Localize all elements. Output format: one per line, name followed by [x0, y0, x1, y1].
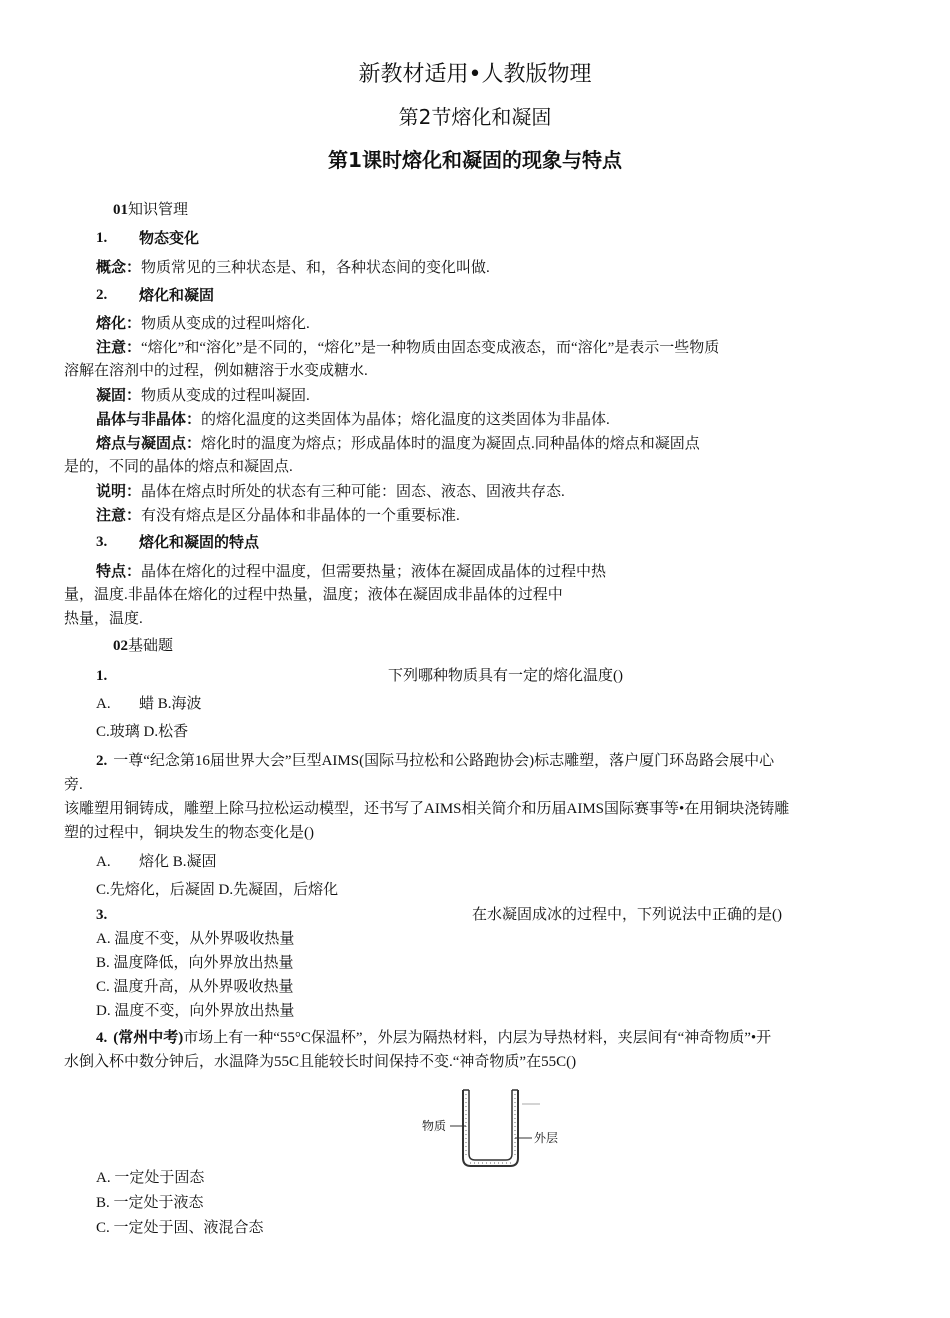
freezing-line — [96, 385, 310, 406]
concept-text: 物质常见的三种状态是、和，各种状态间的变化叫做. — [141, 260, 490, 276]
q4-text1: 市场上有一种“55°C保温杯”，外层为隔热材料，内层为导热材料，夹层间有“神奇物质”•开 — [183, 1030, 772, 1046]
section-title: 第2节熔化和凝固 — [398, 105, 552, 129]
melting-text: 物质从变成的过程叫熔化. — [141, 316, 310, 332]
knowledge-heading-text: 知识管理 — [128, 202, 189, 218]
q4-option-c: C. 一定处于固、液混合态 — [96, 1220, 264, 1236]
q4-option-b: B. 一定处于液态 — [96, 1195, 204, 1211]
concept-line — [96, 257, 490, 278]
crystal-label: 晶体与非晶体： — [96, 410, 202, 428]
item3-num: 3. — [96, 534, 108, 550]
q4-option-a: A. 一定处于固态 — [96, 1170, 205, 1186]
note2-text: 有没有熔点是区分晶体和非晶体的一个重要标准. — [141, 508, 460, 524]
basics-heading-num: 02 — [113, 638, 128, 654]
q2-num: 2. — [96, 753, 108, 769]
melting-label: 熔化： — [96, 314, 142, 332]
figure-label-material: 物质 — [422, 1119, 447, 1133]
q2-line2: 旁. — [64, 777, 83, 793]
points-line1 — [96, 433, 700, 454]
q1-opt-ab: 蜡 B.海波 — [139, 696, 202, 712]
q1-stem: 下列哪种物质具有一定的熔化温度() — [388, 668, 623, 684]
features-text1: 晶体在熔化的过程中温度，但需要热量；液体在凝固成晶体的过程中热 — [141, 564, 607, 580]
item1-num: 1. — [96, 230, 108, 246]
note1-line2: 溶解在溶剂中的过程，例如糖溶于水变成糖水. — [64, 363, 368, 379]
q3-num: 3. — [96, 907, 108, 923]
q2-opt-ab: 熔化 B.凝固 — [139, 854, 217, 870]
explain-text: 晶体在熔点时所处的状态有三种可能：固态、液态、固液共存态. — [141, 484, 565, 500]
q2-line3: 该雕塑用铜铸成，雕塑上除马拉松运动模型，还书写了AIMS相关简介和历届AIMS国际赛事等•在用铜块浇铸雕 — [64, 801, 790, 817]
freezing-label: 凝固： — [96, 386, 142, 404]
crystal-line — [96, 409, 610, 430]
points-label: 熔点与凝固点： — [96, 434, 202, 452]
features-label: 特点： — [96, 562, 142, 580]
q1-num: 1. — [96, 668, 108, 684]
note1-text1: “熔化”和“溶化”是不同的，“熔化”是一种物质由固态变成液态，而“溶化”是表示一些物质 — [141, 340, 720, 356]
q3-option-d: D. 温度不变，向外界放出热量 — [96, 1003, 295, 1019]
features-line3: 热量，温度. — [64, 611, 143, 627]
q2-opt-a-label: A. — [96, 854, 111, 870]
q1-opt-a-label: A. — [96, 696, 111, 712]
note1-label: 注意： — [96, 338, 142, 356]
item2-num: 2. — [96, 287, 108, 303]
freezing-text: 物质从变成的过程叫凝固. — [141, 388, 310, 404]
q2-line4: 塑的过程中，铜块发生的物态变化是() — [64, 825, 314, 841]
q3-option-c: C. 温度升高，从外界吸收热量 — [96, 979, 294, 995]
q2-opt-cd: C.先熔化，后凝固 D.先凝固，后熔化 — [96, 882, 339, 898]
note2-label: 注意： — [96, 506, 142, 524]
q4-num: 4. — [96, 1030, 108, 1046]
q4-line2: 水倒入杯中数分钟后，水温降为55C且能较长时间保持不变.“神奇物质”在55C() — [64, 1054, 577, 1070]
points-text1: 熔化时的温度为熔点；形成晶体时的温度为凝固点.同种晶体的熔点和凝固点 — [201, 436, 700, 452]
q1-opt-cd: C.玻璃 D.松香 — [96, 724, 189, 740]
knowledge-heading-num: 01 — [113, 202, 128, 218]
points-line2: 是的，不同的晶体的熔点和凝固点. — [64, 459, 293, 475]
figure-label-outer: 外层 — [534, 1131, 559, 1145]
q4-source: (常州中考) — [113, 1030, 184, 1046]
q3-stem: 在水凝固成冰的过程中，下列说法中正确的是() — [472, 907, 782, 923]
basics-heading-text: 基础题 — [128, 638, 174, 654]
item3-title: 熔化和凝固的特点 — [139, 533, 260, 551]
knowledge-heading — [113, 200, 188, 220]
features-line1 — [96, 561, 606, 582]
item1-title: 物态变化 — [139, 229, 200, 247]
q3-option-b: B. 温度降低，向外界放出热量 — [96, 955, 294, 971]
note2-line — [96, 505, 460, 526]
basics-heading — [113, 636, 173, 656]
q4-line1 — [96, 1028, 771, 1048]
explain-line — [96, 481, 565, 502]
q3-option-a: A. 温度不变，从外界吸收热量 — [96, 931, 295, 947]
melting-line — [96, 313, 310, 334]
cup-figure — [420, 1078, 570, 1170]
concept-label: 概念： — [96, 258, 142, 276]
explain-label: 说明： — [96, 482, 142, 500]
crystal-text: 的熔化温度的这类固体为晶体；熔化温度的这类固体为非晶体. — [201, 412, 610, 428]
note1-line1 — [96, 337, 719, 358]
features-line2: 量，温度.非晶体在熔化的过程中热量，温度；液体在凝固成非晶体的过程中 — [64, 587, 563, 603]
series-title: 新教材适用•人教版物理 — [358, 62, 592, 87]
q2-line1 — [96, 751, 774, 771]
q2-text1: 一尊“纪念第16届世界大会”巨型AIMS(国际马拉松和公路跑协会)标志雕塑，落户厦门环岛路会展中心 — [113, 753, 775, 769]
item2-title: 熔化和凝固 — [139, 286, 215, 304]
lesson-title: 第1课时熔化和凝固的现象与特点 — [328, 148, 622, 172]
